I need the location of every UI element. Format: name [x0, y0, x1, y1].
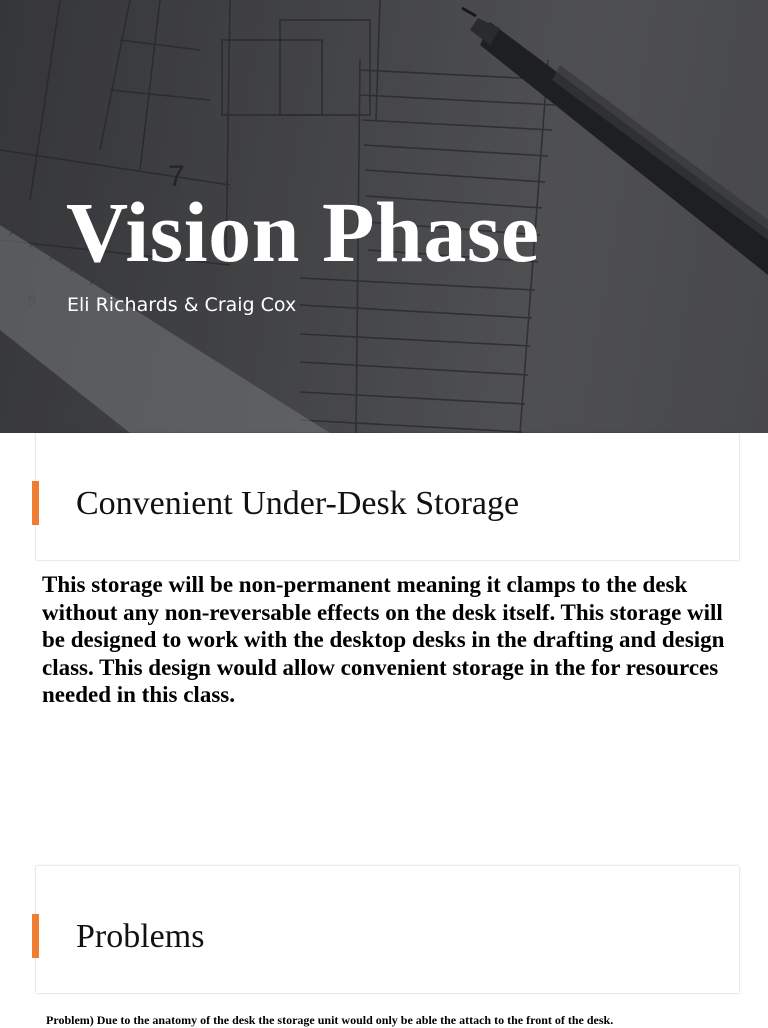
slide-title-2: Problems	[76, 918, 205, 955]
slide-body-2: Problem) Due to the anatomy of the desk the storage unit would only be able the attach to the front of the desk.	[46, 1013, 614, 1027]
accent-bar	[32, 914, 39, 958]
slide-body-1: This storage will be non-permanent meaning it clamps to the desk without any non-reversable effects on the desk itself. This storage will be designed to work with the desktop desks in the drafting and design class. This design would allow convenient storage in the for resources needed in this class.	[42, 572, 725, 708]
slide-title-1: Convenient Under-Desk Storage	[76, 485, 520, 522]
svg-text:7: 7	[168, 160, 185, 193]
accent-bar	[32, 481, 39, 525]
presentation-authors: Eli Richards & Craig Cox	[67, 294, 297, 316]
title-slide	[0, 0, 768, 433]
presentation-title: Vision Phase	[66, 184, 540, 280]
